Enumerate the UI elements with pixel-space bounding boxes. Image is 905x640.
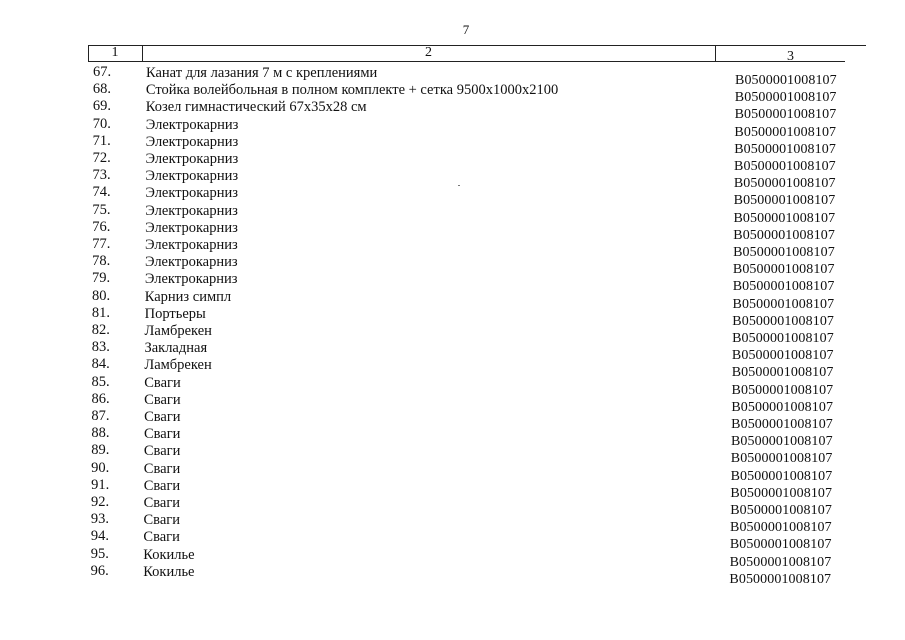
row-item-name: Ламбрекен <box>144 357 212 374</box>
row-item-name: Сваги <box>143 460 181 477</box>
table-row <box>0 528 905 553</box>
row-item-name: Электрокарниз <box>144 254 238 271</box>
row-number: 74. <box>92 184 111 201</box>
row-code: B0500001008107 <box>730 503 832 518</box>
row-number: 69. <box>92 98 111 115</box>
row-code: B0500001008107 <box>733 245 835 260</box>
row-number: 75. <box>92 201 111 218</box>
row-item-name: Закладная <box>144 340 208 357</box>
row-number: 95. <box>90 545 109 562</box>
row-code: B0500001008107 <box>729 571 832 587</box>
row-code: B0500001008107 <box>730 451 833 467</box>
table-row <box>0 98 905 123</box>
row-code: B0500001008107 <box>729 537 832 553</box>
row-code: B0500001008107 <box>734 141 836 157</box>
row-code: B0500001008107 <box>731 382 834 398</box>
table-row <box>0 236 905 260</box>
row-code: B0500001008107 <box>730 468 833 484</box>
row-number: 84. <box>91 356 110 373</box>
row-code: B0500001008107 <box>733 227 836 243</box>
row-item-name: Козел гимнастический 67х35х28 см <box>145 99 367 116</box>
row-number: 73. <box>92 167 111 184</box>
table-row <box>0 64 905 88</box>
table-row <box>0 425 905 450</box>
row-item-name: Электрокарниз <box>145 202 238 219</box>
row-code: B0500001008107 <box>730 485 833 501</box>
row-code: B0500001008107 <box>731 399 834 415</box>
row-number: 70. <box>92 115 111 132</box>
row-code: B0500001008107 <box>735 73 837 88</box>
table-row <box>0 270 905 295</box>
row-item-name: Портьеры <box>144 305 206 322</box>
column-header-code: 3 <box>787 49 794 64</box>
table-row <box>0 167 905 192</box>
row-item-name: Сваги <box>143 495 181 511</box>
row-number: 71. <box>92 132 111 149</box>
table-row <box>0 494 905 518</box>
table-row <box>0 408 905 432</box>
row-code: B0500001008107 <box>733 210 836 226</box>
table-header <box>88 45 866 65</box>
row-code: B0500001008107 <box>732 262 835 278</box>
row-code: B0500001008107 <box>733 193 836 209</box>
row-item-name: Карниз симпл <box>144 288 232 305</box>
table-row <box>0 339 905 364</box>
row-number: 80. <box>91 287 111 304</box>
row-code: B0500001008107 <box>730 520 832 536</box>
row-code: B0500001008107 <box>731 417 833 432</box>
row-number: 82. <box>91 322 110 338</box>
row-code: B0500001008107 <box>734 90 837 106</box>
row-item-name: Ламбрекен <box>144 323 212 339</box>
table-row <box>0 390 905 415</box>
table-row <box>0 184 905 209</box>
table-row <box>0 81 905 106</box>
row-number: 89. <box>91 442 110 459</box>
row-number: 85. <box>91 373 110 390</box>
row-number: 94. <box>90 528 109 545</box>
table-row <box>0 545 905 570</box>
row-code: B0500001008107 <box>734 159 836 174</box>
row-number: 77. <box>92 236 111 252</box>
table-row <box>0 373 905 398</box>
row-item-name: Канат для лазания 7 м с креплениями <box>146 65 378 81</box>
row-item-name: Сваги <box>144 374 181 391</box>
row-code: B0500001008107 <box>731 348 834 364</box>
row-item-name: Кокилье <box>143 563 195 580</box>
table-row <box>0 253 905 278</box>
row-number: 87. <box>91 408 110 424</box>
row-item-name: Электрокарниз <box>145 237 238 253</box>
table-row <box>0 476 905 501</box>
row-number: 76. <box>92 218 111 235</box>
row-number: 92. <box>91 494 110 510</box>
row-code: B0500001008107 <box>732 279 835 295</box>
table-row <box>0 132 905 157</box>
row-number: 91. <box>91 476 110 493</box>
row-item-name: Сваги <box>143 443 181 460</box>
row-code: B0500001008107 <box>731 365 834 381</box>
column-header-number: 1 <box>111 45 119 60</box>
table-row <box>0 115 905 140</box>
row-number: 81. <box>91 304 110 321</box>
row-item-name: Сваги <box>143 529 180 546</box>
table-row <box>0 287 905 312</box>
row-item-name: Сваги <box>143 512 180 529</box>
table-row <box>0 322 905 346</box>
row-item-name: Электрокарниз <box>145 133 239 150</box>
row-item-name: Сваги <box>143 477 181 494</box>
row-item-name: Сваги <box>144 409 181 425</box>
row-item-name: Электрокарниз <box>145 116 239 133</box>
row-number: 79. <box>92 270 111 287</box>
row-code: B0500001008107 <box>732 331 834 346</box>
row-number: 83. <box>91 339 110 356</box>
row-code: B0500001008107 <box>732 296 835 312</box>
table-row <box>0 218 905 243</box>
row-item-name: Сваги <box>143 426 181 443</box>
row-code: B0500001008107 <box>729 554 832 570</box>
row-item-name: Электрокарниз <box>145 151 239 167</box>
row-number: 86. <box>91 390 110 407</box>
column-header-name: 2 <box>425 45 432 60</box>
table-row <box>0 562 905 587</box>
table-row <box>0 511 905 536</box>
row-number: 78. <box>92 253 111 270</box>
row-code: B0500001008107 <box>734 124 837 140</box>
row-number: 90. <box>91 459 110 476</box>
row-code: B0500001008107 <box>733 176 836 192</box>
table-row <box>0 150 905 174</box>
row-item-name: Электрокарниз <box>145 185 238 202</box>
table-row <box>0 201 905 226</box>
row-code: B0500001008107 <box>732 313 835 329</box>
row-item-name: Электрокарниз <box>145 168 239 185</box>
page-number: 7 <box>462 22 470 37</box>
row-item-name: Сваги <box>144 391 181 408</box>
row-number: 68. <box>92 81 112 98</box>
row-number: 93. <box>90 511 110 528</box>
row-code: B0500001008107 <box>730 434 833 450</box>
row-number: 96. <box>90 562 109 579</box>
row-item-name: Электрокарниз <box>144 271 238 288</box>
row-number: 67. <box>93 64 112 80</box>
row-number: 72. <box>92 150 111 166</box>
row-item-name: Стойка волейбольная в полном комплекте + сетка 9500х1000х2100 <box>145 82 559 99</box>
table-row <box>0 442 905 467</box>
row-item-name: Кокилье <box>143 546 195 563</box>
table-row <box>0 459 905 484</box>
table-row <box>0 304 905 329</box>
row-code: B0500001008107 <box>734 107 837 123</box>
row-number: 88. <box>91 425 110 442</box>
row-item-name: Электрокарниз <box>145 219 238 236</box>
table-row <box>0 356 905 381</box>
